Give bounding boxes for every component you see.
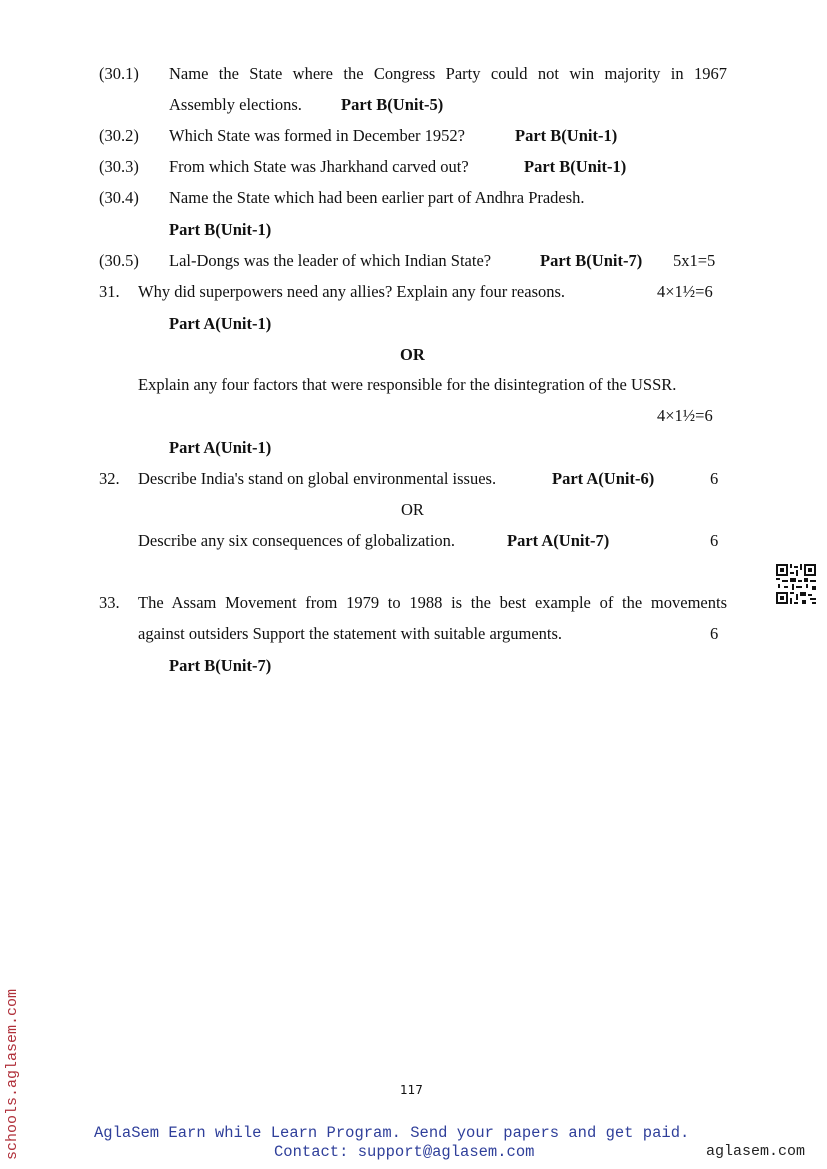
question-number: 31. bbox=[99, 282, 120, 301]
unit-tag: Part B(Unit-7) bbox=[169, 656, 272, 675]
unit-tag: Part A(Unit-7) bbox=[507, 531, 610, 550]
unit-tag: Part B(Unit-7) bbox=[540, 251, 643, 270]
unit-tag: Part A(Unit-1) bbox=[169, 438, 272, 457]
unit-tag: Part B(Unit-5) bbox=[341, 95, 444, 114]
question-text: Which State was formed in December 1952? bbox=[169, 126, 465, 145]
unit-tag: Part B(Unit-1) bbox=[515, 126, 618, 145]
question-number: 32. bbox=[99, 469, 120, 488]
question-text: Name the State where the Congress Party could not win majority in 1967 bbox=[169, 64, 727, 83]
question-text: against outsiders Support the statement with suitable arguments. bbox=[138, 624, 563, 643]
marks: 4×1½=6 bbox=[657, 282, 713, 301]
question-number: (30.5) bbox=[99, 251, 139, 270]
marks: 6 bbox=[710, 624, 719, 643]
question-text: Assembly elections. bbox=[169, 95, 302, 114]
marks: 4×1½=6 bbox=[657, 406, 713, 425]
question-text: Describe India's stand on global environmental issues. bbox=[138, 469, 497, 488]
question-text: From which State was Jharkhand carved out? bbox=[169, 157, 469, 176]
or-divider: OR bbox=[400, 345, 425, 364]
footer-site[interactable]: aglasem.com bbox=[706, 1143, 806, 1160]
unit-tag: Part A(Unit-6) bbox=[552, 469, 655, 488]
marks: 6 bbox=[710, 531, 719, 550]
question-number: (30.4) bbox=[99, 188, 139, 207]
side-watermark: schools.aglasem.com bbox=[4, 988, 21, 1160]
unit-tag: Part B(Unit-1) bbox=[169, 220, 272, 239]
question-text: Name the State which had been earlier part of Andhra Pradesh. bbox=[169, 188, 585, 207]
question-text: Lal-Dongs was the leader of which Indian State? bbox=[169, 251, 492, 270]
footer-contact[interactable]: Contact: support@aglasem.com bbox=[274, 1143, 535, 1161]
question-text: Explain any four factors that were responsible for the disintegration of the USSR. bbox=[138, 375, 677, 394]
question-number: 33. bbox=[99, 593, 120, 612]
marks: 6 bbox=[710, 469, 719, 488]
page-number: 117 bbox=[400, 1083, 423, 1097]
or-divider: OR bbox=[401, 500, 424, 519]
question-number: (30.3) bbox=[99, 157, 139, 176]
question-number: (30.1) bbox=[99, 64, 139, 83]
marks: 5x1=5 bbox=[673, 251, 716, 270]
question-number: (30.2) bbox=[99, 126, 139, 145]
question-text: Describe any six consequences of globalization. bbox=[138, 531, 456, 550]
footer-promo: AglaSem Earn while Learn Program. Send your papers and get paid. bbox=[94, 1124, 690, 1142]
unit-tag: Part A(Unit-1) bbox=[169, 314, 272, 333]
question-text: Why did superpowers need any allies? Explain any four reasons. bbox=[138, 282, 566, 301]
question-text: The Assam Movement from 1979 to 1988 is the best example of the movements bbox=[138, 593, 727, 612]
qr-code-icon bbox=[776, 564, 816, 604]
unit-tag: Part B(Unit-1) bbox=[524, 157, 627, 176]
